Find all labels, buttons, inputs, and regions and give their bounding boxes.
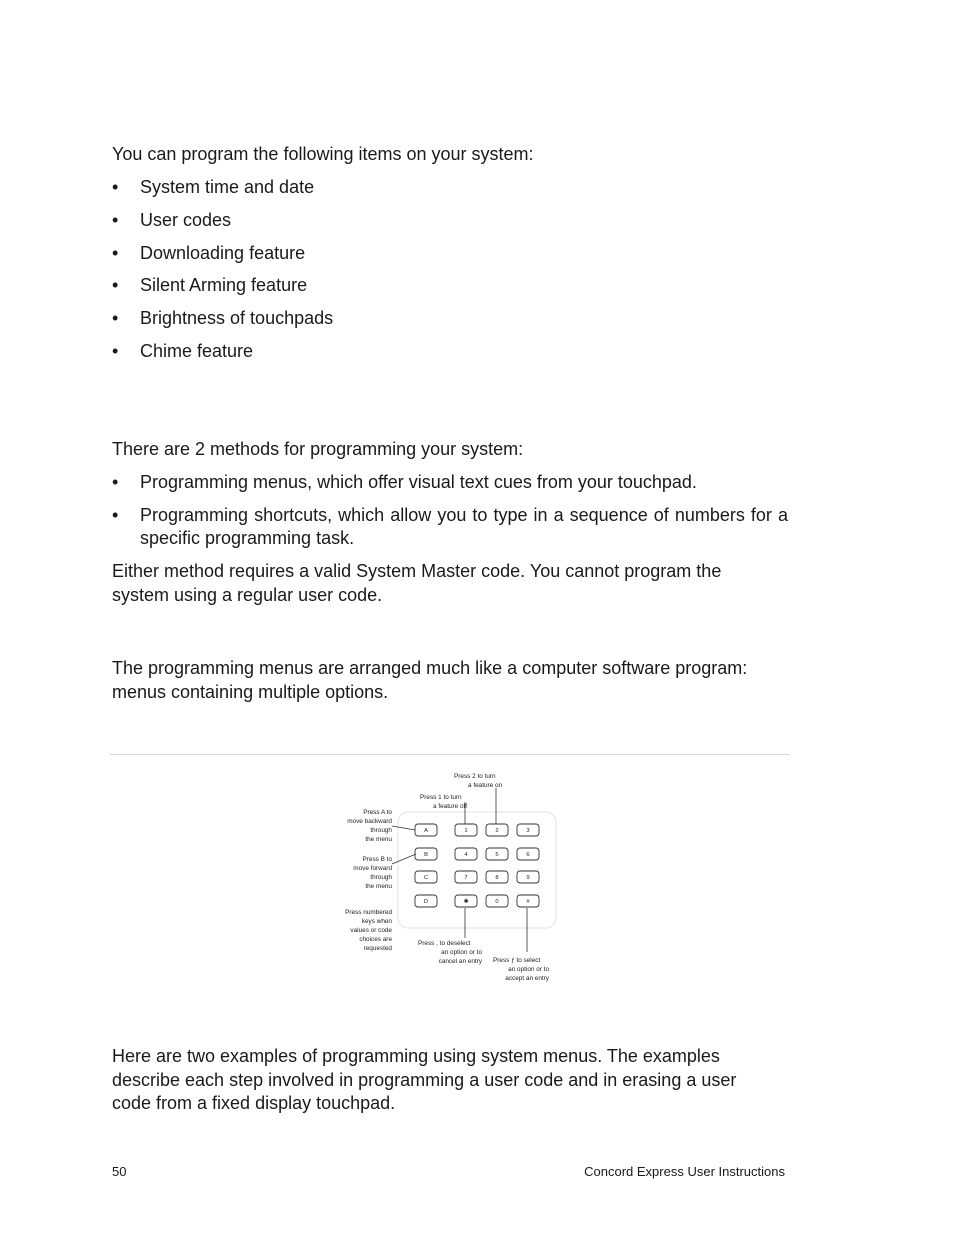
keypad-key-label: 4 [464, 852, 468, 859]
programmable-items-list [112, 176, 788, 373]
document-title: Concord Express User Instructions [584, 1164, 785, 1179]
bullet: • [112, 209, 119, 230]
keypad-key [455, 871, 477, 883]
list-item: • Chime feature [112, 340, 788, 364]
callout-b-line2: move forward [353, 865, 392, 872]
keypad-key [455, 895, 477, 907]
keypad-key-label: # [526, 899, 530, 906]
keypad-key-label: 2 [495, 828, 499, 835]
keypad-key [486, 895, 508, 907]
list-item: • Brightness of touchpads [112, 307, 788, 331]
menus-description-text: The programming menus are arranged much like a computer software program: menus containing multiple options. [112, 658, 748, 702]
methods-list [112, 471, 788, 560]
keypad-key-label: ✱ [463, 899, 469, 906]
keypad-key [415, 895, 437, 907]
keypad-key-label: A [424, 828, 428, 835]
keypad-key-label: 1 [464, 828, 468, 835]
callout-1-line1: Press 1 to turn [420, 794, 462, 801]
methods-intro-text: There are 2 methods for programming your system: [112, 439, 524, 459]
bullet: • [112, 340, 119, 361]
keypad-key-label: 5 [495, 852, 499, 859]
callout-star-line1: Press , to deselect [418, 940, 471, 947]
keypad-key-label: 7 [464, 875, 468, 882]
callout-num-line5: requested [363, 945, 392, 952]
page-number: 50 [112, 1164, 127, 1179]
list-item: • System time and date [112, 176, 788, 200]
keypad-key-label: 8 [495, 875, 499, 882]
callout-num-line1: Press numbered [345, 909, 392, 916]
callout-star-line2: an option or to [441, 949, 482, 956]
callout-2-line1: Press 2 to turn [454, 773, 496, 780]
keypad-key [517, 824, 539, 836]
keypad-key-label: B [424, 852, 428, 859]
keypad-key [486, 848, 508, 860]
keypad-key [415, 824, 437, 836]
callout-a-line3: through [370, 827, 392, 834]
keypad-key [517, 895, 539, 907]
callout-num-line3: values or code [350, 927, 392, 934]
section-divider [110, 754, 790, 755]
bullet: • [112, 504, 119, 525]
keypad-key [486, 871, 508, 883]
callout-a-line1: Press A to [363, 809, 392, 816]
examples-text: Here are two examples of programming using system menus. The examples describe each step involved in programming a user code and in erasing a user code from a fixed display touchpad. [112, 1046, 737, 1113]
keypad-key-label: C [423, 875, 429, 882]
intro-text: You can program the following items on your system: [112, 144, 534, 164]
bullet: • [112, 308, 119, 329]
keypad-key-label: 9 [526, 875, 530, 882]
keypad-key-label: D [423, 899, 429, 906]
callout-2-line2: a feature on [468, 782, 503, 789]
bullet: • [112, 472, 119, 492]
bullet: • [112, 177, 119, 197]
keypad-key [455, 824, 477, 836]
keypad-key-label: 3 [526, 828, 530, 835]
bullet: • [112, 242, 119, 263]
keypad-key [517, 848, 539, 860]
callout-b-line4: the menu [365, 883, 392, 890]
list-item: • Programming menus, which offer visual text cues from your touchpad. [112, 471, 788, 495]
list-item: • Silent Arming feature [112, 274, 788, 298]
keypad-key [517, 871, 539, 883]
leader-line-b [392, 854, 416, 864]
keypad-key [455, 848, 477, 860]
callout-1-line2: a feature off [433, 803, 467, 810]
list-item: • Downloading feature [112, 242, 788, 266]
callout-hash-line2: an option or to [508, 966, 549, 973]
callout-a-line2: move backward [347, 818, 392, 825]
callout-num-line2: keys when [361, 918, 392, 925]
list-item: • User codes [112, 209, 788, 233]
callout-b-line1: Press B to [362, 856, 392, 863]
keypad-key [486, 824, 508, 836]
callout-a-line4: the menu [365, 836, 392, 843]
keypad-key [415, 871, 437, 883]
bullet: • [112, 275, 119, 296]
callout-star-line3: cancel an entry [438, 958, 482, 965]
keypad-key [415, 848, 437, 860]
keypad-key-label: 6 [526, 852, 530, 859]
touchpad-diagram [330, 766, 570, 988]
requirement-text: Either method requires a valid System Master code. You cannot program the system using a regular user code. [112, 561, 722, 605]
callout-b-line3: through [370, 874, 392, 881]
callout-num-line4: choices are [359, 936, 392, 943]
keypad-key-label: 0 [495, 899, 499, 906]
callout-hash-line3: accept an entry [505, 975, 549, 982]
leader-line-a [392, 826, 415, 830]
list-item: • Programming shortcuts, which allow you to type in a sequence of numbers for a specific programming task. [112, 504, 788, 548]
callout-hash-line1: Press ƒ to select [493, 957, 541, 964]
